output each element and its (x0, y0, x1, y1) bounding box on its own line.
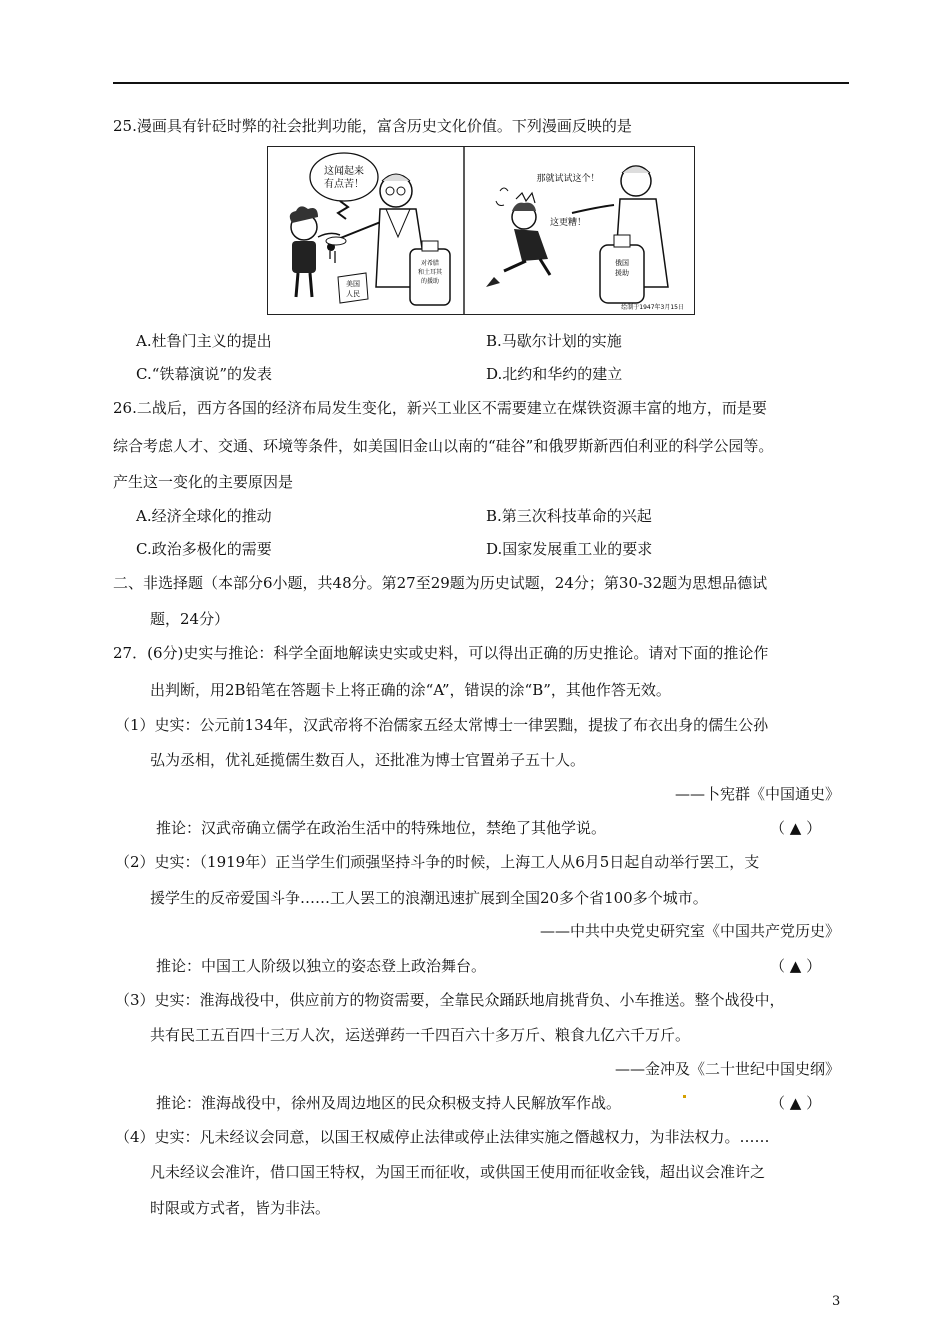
cartoon-right-bubble: 那就试试这个！ (536, 174, 600, 184)
cartoon-caption: 绘制于1947年3月15日 (621, 304, 684, 311)
q27-item3-inference: 推论：淮海战役中，徐州及周边地区的民众积极支持人民解放军作战。 (156, 1094, 622, 1112)
cartoon-left-bubble-1: 这闻起来 (324, 166, 364, 177)
page-number: 3 (832, 1294, 841, 1309)
section2-heading-1: 二、非选择题（本部分6小题，共48分。第27至29题为历史试题，24分；第30-32题为思想品德试 (113, 574, 768, 592)
q27-item2-fact-2: 援学生的反帝爱国斗争……工人罢工的浪潮迅速扩展到全国20多个省100多个城市。 (150, 889, 708, 907)
stray-dot (683, 1095, 686, 1098)
cartoon-right-bottle-2: 援助 (615, 269, 629, 277)
q26-option-a: A.经济全球化的推动 (136, 507, 272, 525)
cartoon-left-bottle-1: 对希腊 (420, 260, 440, 267)
q26-option-d: D.国家发展重工业的要求 (486, 540, 653, 558)
q25-option-c: C.“铁幕演说”的发表 (136, 365, 273, 383)
q26-line-2: 综合考虑人才、交通、环境等条件，如美国旧金山以南的“硅谷”和俄罗斯新西伯利亚的科学公园等。 (113, 437, 774, 455)
cartoon-left-bottle-2: 和土耳其 (417, 269, 443, 276)
q27-intro-2: 出判断，用2B铅笔在答题卡上将正确的涂“A”，错误的涂“B”，其他作答无效。 (150, 681, 671, 699)
q27-item3-fact-2: 共有民工五百四十三万人次，运送弹药一千四百六十多万斤、粮食九亿六千万斤。 (150, 1026, 691, 1044)
cartoon-right-bottle-1: 俄国 (615, 259, 629, 267)
q25-option-a: A.杜鲁门主义的提出 (136, 332, 272, 350)
q26-line-1: 26.二战后，西方各国的经济布局发生变化，新兴工业区不需要建立在煤铁资源丰富的地方，而是要 (113, 399, 767, 417)
q27-item2-answer-mark: （ ▲ ） (770, 957, 822, 975)
q27-item1-inference: 推论：汉武帝确立儒学在政治生活中的特殊地位，禁绝了其他学说。 (156, 819, 607, 837)
q27-item1-fact-2: 弘为丞相，优礼延揽儒生数百人，还批准为博士官置弟子五十人。 (150, 751, 586, 769)
q27-item3-source: ——金冲及《二十世纪中国史纲》 (614, 1060, 840, 1078)
cartoon-paper-2: 人民 (346, 290, 360, 298)
q25-stem: 25.漫画具有针砭时弊的社会批判功能，富含历史文化价值。下列漫画反映的是 (113, 117, 632, 135)
q27-item3-answer-mark: （ ▲ ） (770, 1094, 822, 1112)
q27-item4-fact-1: （4）史实：凡未经议会同意，以国王权威停止法律或停止法律实施之僭越权力，为非法权力。…… (115, 1128, 770, 1146)
q27-item2-source: ——中共中央党史研究室《中国共产党历史》 (539, 922, 840, 940)
q27-item2-fact-1: （2）史实：（1919年）正当学生们顽强坚持斗争的时候，上海工人从6月5日起自动举行罢工，支 (115, 853, 760, 871)
cartoon-image (267, 146, 695, 315)
cartoon-drawing (268, 147, 694, 314)
q25-option-d: D.北约和华约的建立 (486, 365, 623, 383)
cartoon-paper-1: 美国 (346, 280, 360, 288)
q27-item3-fact-1: （3）史实：淮海战役中，供应前方的物资需要，全靠民众踊跃地肩挑背负、小车推送。整个战役中， (115, 991, 785, 1009)
q27-item2-inference: 推论：中国工人阶级以独立的姿态登上政治舞台。 (156, 957, 487, 975)
header-rule (113, 82, 849, 84)
q27-item1-source: ——卜宪群《中国通史》 (674, 785, 840, 803)
q26-line-3: 产生这一变化的主要原因是 (113, 473, 294, 491)
q27-item4-fact-2: 凡未经议会准许，借口国王特权，为国王而征收，或供国王使用而征收金钱，超出议会准许之 (150, 1163, 766, 1181)
q27-intro-1: 27．(6分)史实与推论：科学全面地解读史实或史料，可以得出正确的历史推论。请对下面的推论作 (113, 644, 769, 662)
q27-item1-answer-mark: （ ▲ ） (770, 819, 822, 837)
q27-item1-fact-1: （1）史实：公元前134年，汉武帝将不治儒家五经太常博士一律罢黜，提拔了布衣出身的儒生公孙 (115, 716, 769, 734)
q26-option-b: B.第三次科技革命的兴起 (486, 507, 652, 525)
q27-item4-fact-3: 时限或方式者，皆为非法。 (150, 1199, 331, 1217)
section2-heading-2: 题，24分） (150, 610, 230, 628)
cartoon-left-bubble-2: 有点苦！ (324, 179, 364, 190)
q25-option-b: B.马歇尔计划的实施 (486, 332, 622, 350)
q26-option-c: C.政治多极化的需要 (136, 540, 272, 558)
cartoon-left-bottle-3: 的援助 (420, 278, 440, 285)
cartoon-right-bubble-2: 这更糟！ (549, 218, 587, 228)
